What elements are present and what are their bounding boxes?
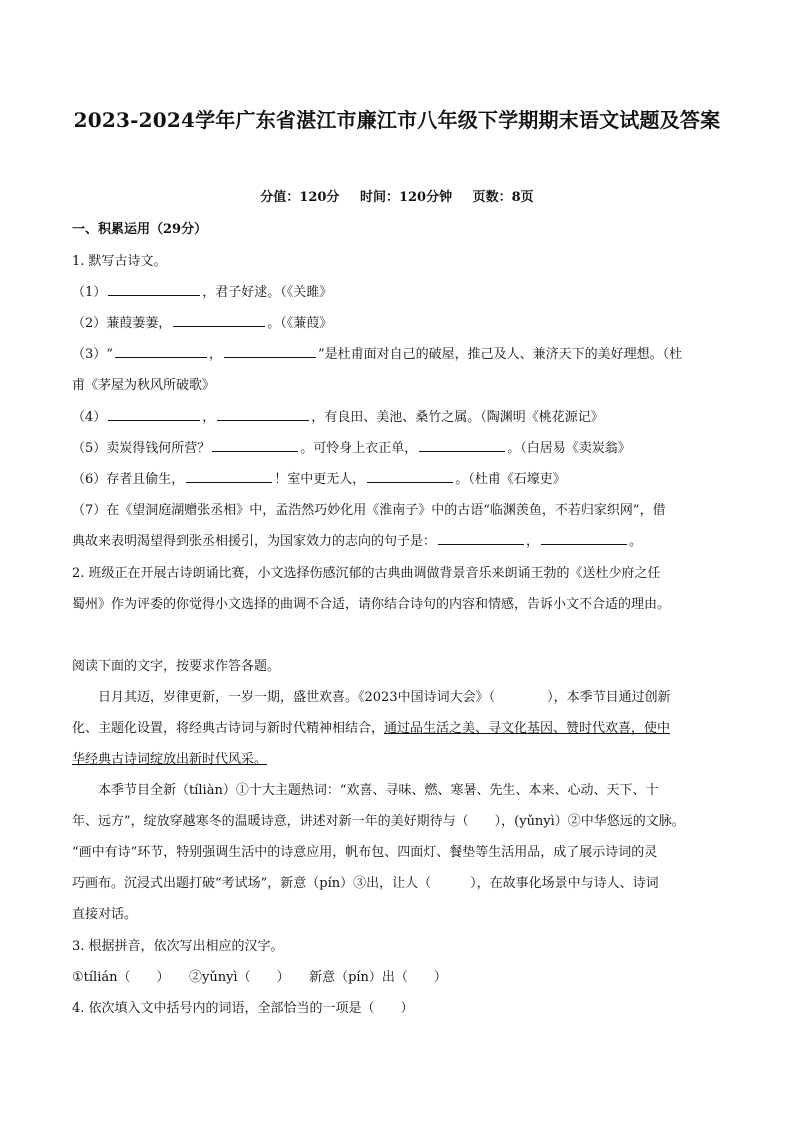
q1-item-4: （4） ， ，有良田、美池、桑竹之属。（陶渊明《桃花源记》 (72, 410, 604, 425)
answer-blank[interactable] (217, 419, 309, 421)
answer-blank[interactable] (438, 543, 524, 545)
q1-item-3: （3）“ ， ”是杜甫面对自己的破屋，推己及人、兼济天下的美好理想。（杜 (72, 347, 683, 362)
passage-p2-line5: 直接对话。 (72, 907, 138, 922)
passage-p2-line1: 本季节目全新（tíliàn）①十大主题热词：“欢喜、寻味、燃、寒暑、先生、本来、心动、天下、十 (98, 783, 659, 798)
underlined-sentence: 通过品生活之美、寻文化基因、赞时代欢喜，使中 (384, 721, 671, 736)
passage-p2-line4: 巧画布。沉浸式出题打破“考试场”，新意（pín）③出，让人（ ），在故事化场景中与诗人、诗词 (72, 876, 659, 891)
q1-item-5: （5）卖炭得钱何所营？ 。可怜身上衣正单， 。（白居易《卖炭翁》 (72, 441, 631, 456)
passage-p1-line3: 华经典古诗词绽放出新时代风采。 (72, 752, 268, 767)
q3-answers: ①tílián（ ） ②yǔnyì（ ） 新意（pín）出（ ） (72, 970, 447, 985)
q2-line-1: 2. 班级正在开展古诗朗诵比赛，小文选择伤感沉郁的古典曲调做背景音乐来朗诵王勃的《送杜少府之任 (72, 566, 661, 581)
answer-blank[interactable] (108, 294, 200, 296)
passage-p1-line2: 化、主题化设置，将经典古诗词与新时代精神相结合，通过品生活之美、寻文化基因、赞时代欢喜，使中 (72, 721, 671, 736)
document-title: 2023-2024学年广东省湛江市廉江市八年级下学期期末语文试题及答案 (73, 108, 721, 132)
answer-blank[interactable] (367, 481, 453, 483)
answer-blank[interactable] (541, 543, 627, 545)
exam-score: 分值：120分 (260, 190, 340, 205)
q4-stem: 4. 依次填入文中括号内的词语，全部恰当的一项是（ ） (72, 1001, 414, 1016)
answer-blank[interactable] (108, 419, 200, 421)
q1-stem: 1. 默写古诗文。 (72, 254, 167, 269)
passage-p1-line1: 日月其迈，岁律更新，一岁一期，盛世欢喜。《2023中国诗词大会》（ ），本季节目通过创新 (98, 690, 671, 705)
passage-p2-line3: “画中有诗”环节，特别强调生活中的诗意应用，帆布包、四面灯、餐垫等生活用品，成了展示诗词的灵 (72, 845, 658, 860)
answer-blank[interactable] (173, 325, 265, 327)
answer-blank[interactable] (224, 356, 316, 358)
q1-item-7-cont: 典故来表明渴望得到张丞相援引，为国家效力的志向的句子是： ， 。 (72, 534, 643, 549)
q1-item-6: （6）存者且偷生， ！室中更无人， 。（杜甫《石壕吏》 (72, 472, 566, 487)
answer-blank[interactable] (212, 450, 298, 452)
answer-blank[interactable] (115, 356, 207, 358)
q1-item-3-cont: 甫《茅屋为秋风所破歌》 (72, 378, 216, 393)
q1-item-7: （7）在《望洞庭湖赠张丞相》中，孟浩然巧妙化用《淮南子》中的古语“临渊羡鱼，不若归家织网”，借 (72, 503, 666, 518)
q1-item-1: （1） ，君子好逑。（《关雎》 (72, 285, 333, 300)
passage-p2-line2: 年、远方”，绽放穿越寒冬的温暖诗意，讲述对新一年的美好期待与（ ），(yǔnyì）②中华悠远的文脉。 (72, 814, 685, 829)
exam-time: 时间：120分钟 (359, 190, 453, 205)
exam-pages: 页数：8页 (472, 190, 534, 205)
exam-meta (0, 186, 794, 205)
section-heading: 一、积累运用（29分） (72, 222, 208, 237)
q1-item-2: （2）蒹葭萋萋， 。（《蒹葭》 (72, 316, 333, 331)
q3-stem: 3. 根据拼音，依次写出相应的汉字。 (72, 939, 284, 954)
q2-line-2: 蜀州》作为评委的你觉得小文选择的曲调不合适，请你结合诗句的内容和情感，告诉小文不合适的理由。 (72, 597, 671, 612)
answer-blank[interactable] (419, 450, 505, 452)
answer-blank[interactable] (186, 481, 272, 483)
reading-intro: 阅读下面的文字，按要求作答各题。 (72, 659, 281, 674)
